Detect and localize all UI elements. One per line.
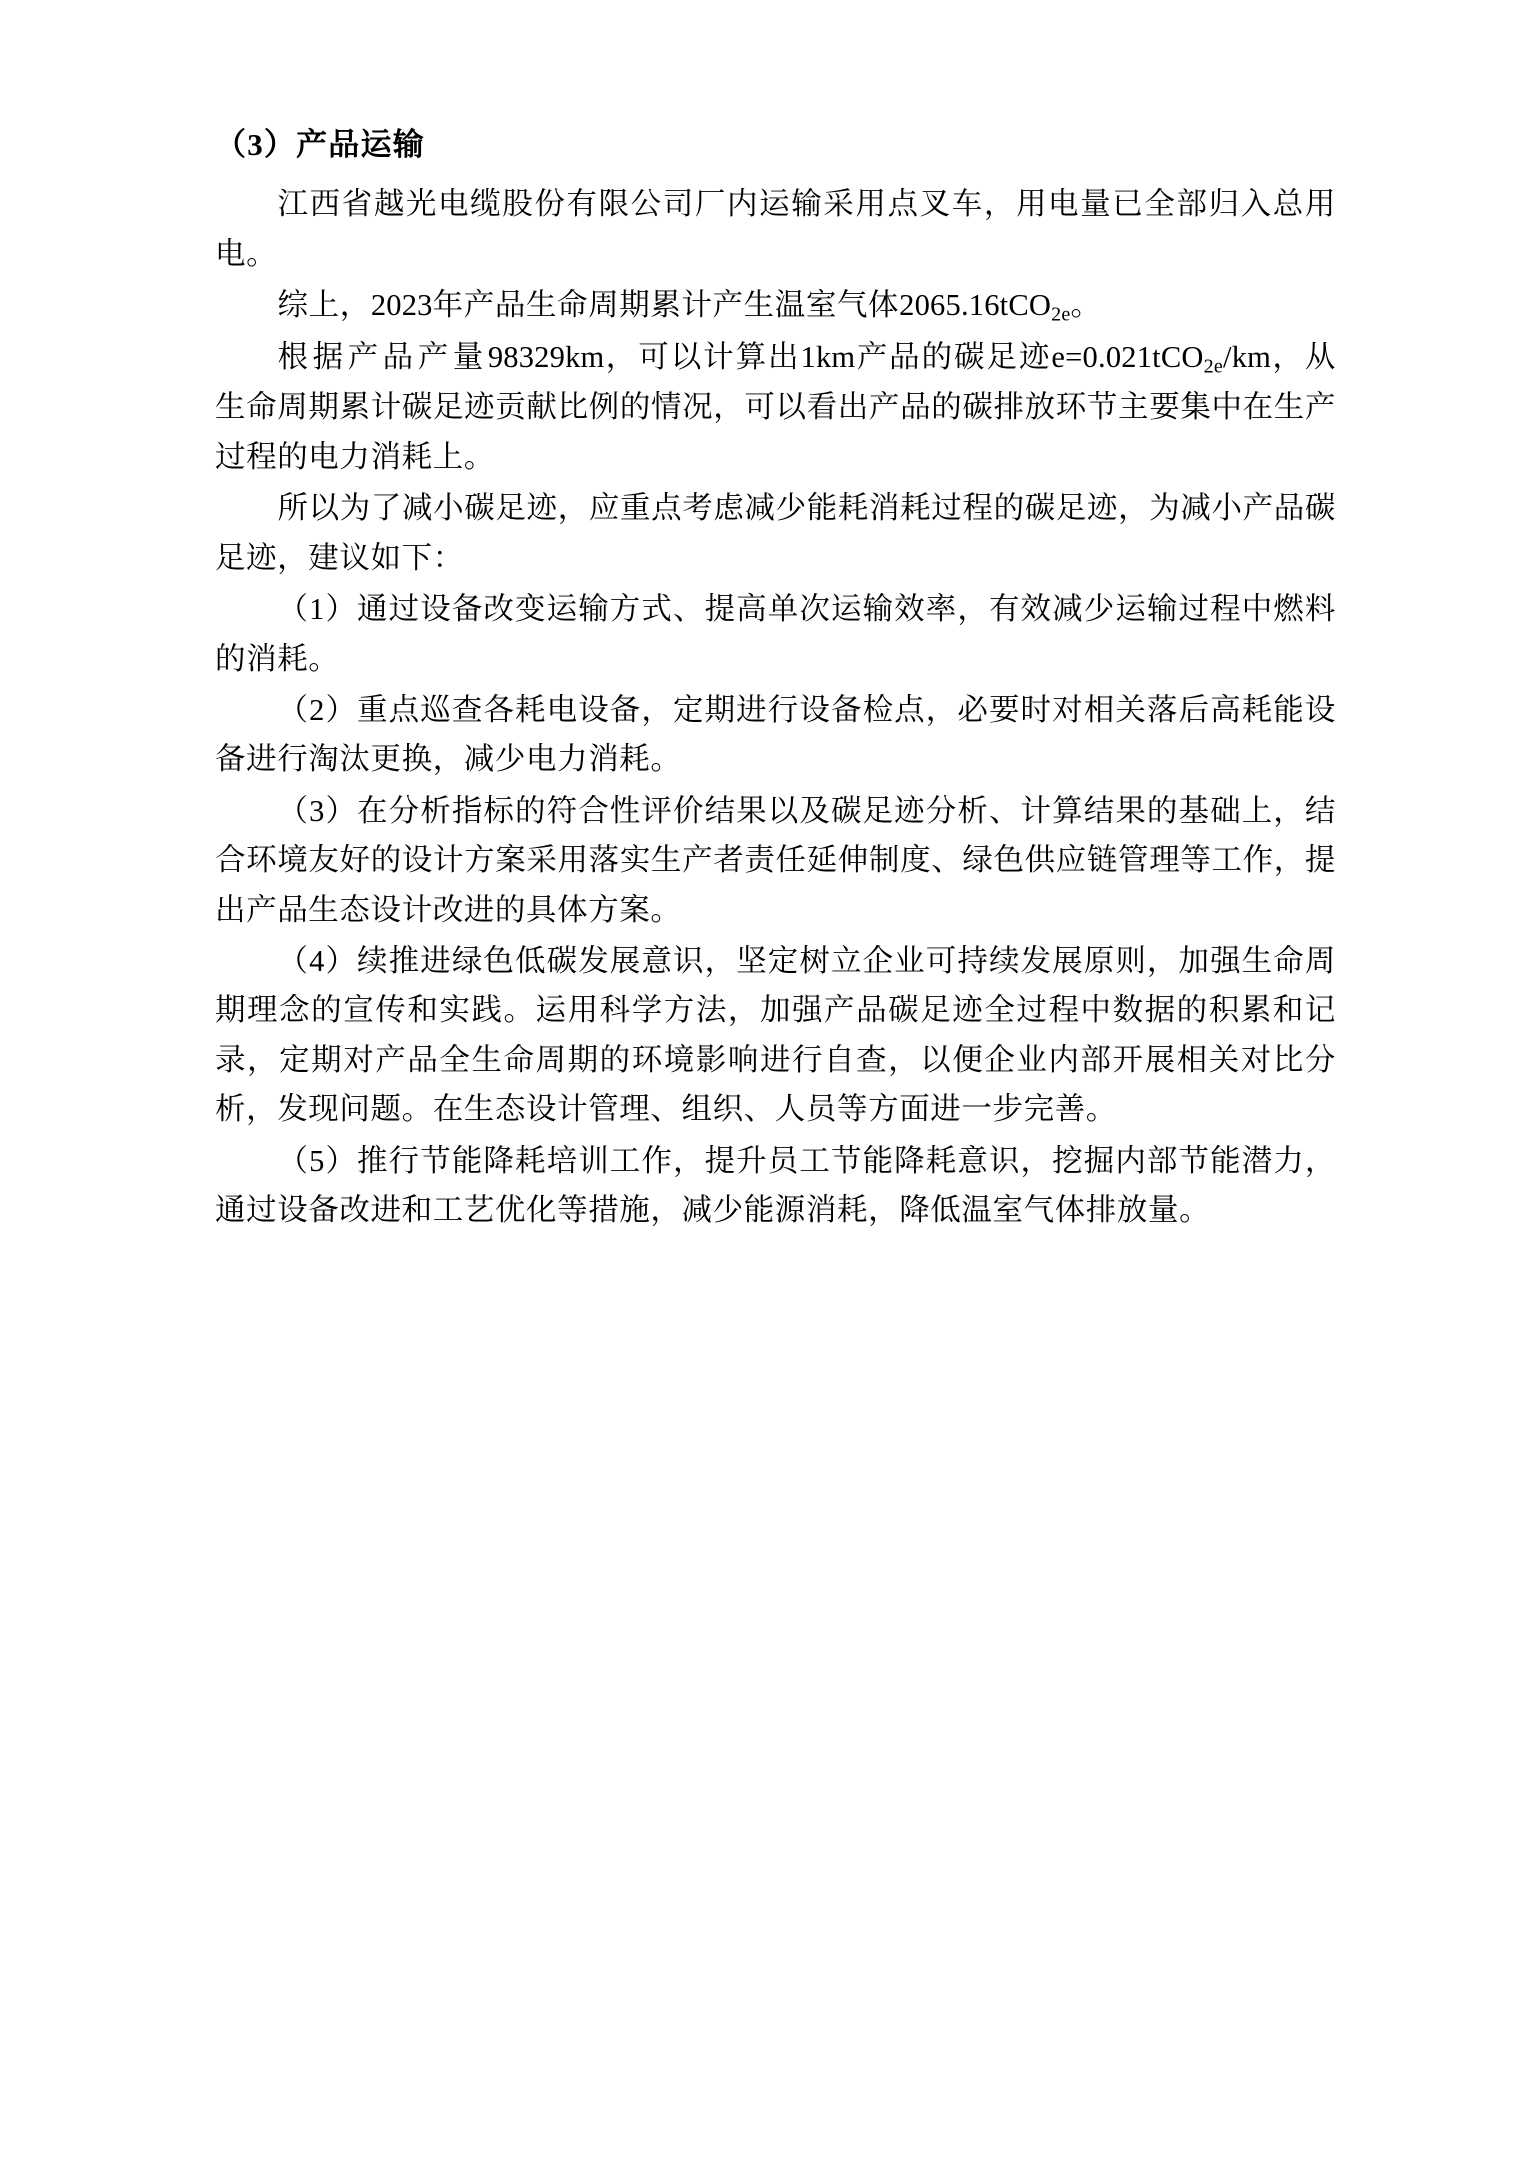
paragraph-footprint-calc: 根据产品产量98329km，可以计算出1km产品的碳足迹e=0.021tCO$_{2e}$/km，从生命周期累计碳足迹贡献比例的情况，可以看出产品的碳排放环节主要集中在生产过程的电力消耗上。: [215, 340, 1336, 474]
document-body: [215, 120, 1336, 1235]
paragraph-total-ghg: 综上，2023年产品生命周期累计产生温室气体2065.16tCO$_{2e}$。: [277, 288, 1102, 326]
section-heading: （3）产品运输: [215, 127, 425, 162]
paragraph-suggestion-5: （5）推行节能降耗培训工作，提升员工节能降耗意识，挖掘内部节能潜力，通过设备改进和工艺优化等措施，减少能源消耗，降低温室气体排放量。: [215, 1143, 1336, 1227]
paragraph-suggestion-2: （2）重点巡查各耗电设备，定期进行设备检点，必要时对相关落后高耗能设备进行淘汰更换，减少电力消耗。: [215, 692, 1336, 777]
paragraph-recommend-intro: 所以为了减小碳足迹，应重点考虑减少能耗消耗过程的碳足迹，为减小产品碳足迹，建议如下：: [215, 491, 1336, 575]
paragraph-suggestion-3: （3）在分析指标的符合性评价结果以及碳足迹分析、计算结果的基础上，结合环境友好的设计方案采用落实生产者责任延伸制度、绿色供应链管理等工作，提出产品生态设计改进的具体方案。: [215, 793, 1336, 927]
paragraph-suggestion-1: （1）通过设备改变运输方式、提高单次运输效率，有效减少运输过程中燃料的消耗。: [215, 592, 1336, 676]
paragraph-suggestion-4: （4）续推进绿色低碳发展意识，坚定树立企业可持续发展原则，加强生命周期理念的宣传和实践。运用科学方法，加强产品碳足迹全过程中数据的积累和记录，定期对产品全生命周期的环境影响进行自查，以便企业内部开展相关对比分析，发现问题。在生态设计管理、组织、人员等方面进一步完善。: [215, 943, 1336, 1127]
paragraph-product-transport: 江西省越光电缆股份有限公司厂内运输采用点叉车，用电量已全部归入总用电。: [215, 187, 1336, 271]
